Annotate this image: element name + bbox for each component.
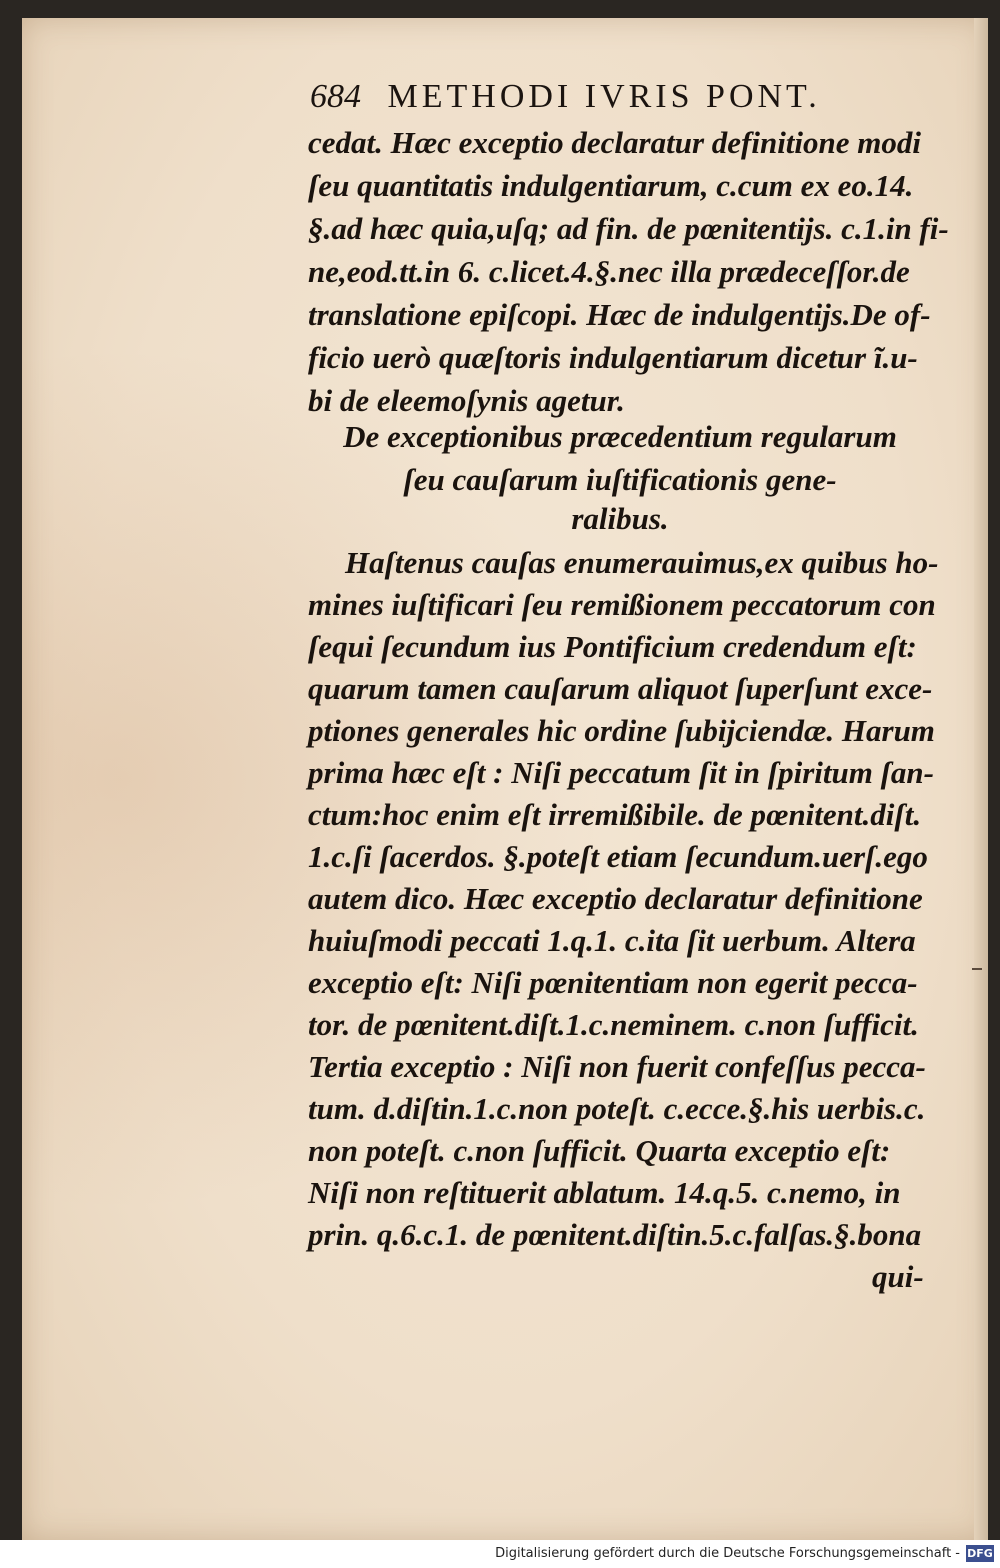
text-line: ne,eod.tt.in 6. c.licet.4.§.nec illa prædeceſſor.de xyxy=(308,254,910,289)
text-line: tum. d.diſtin.1.c.non poteſt. c.ecce.§.his uerbis.c. xyxy=(308,1091,926,1126)
running-header xyxy=(310,78,950,126)
dfg-logo: DFG xyxy=(967,1547,993,1560)
text-line: non poteſt. c.non ſufficit. Quarta exceptio eſt: xyxy=(308,1133,891,1168)
text-line: exceptio eſt: Niſi pœnitentiam non egerit pecca- xyxy=(308,965,918,1000)
funding-credit: Digitalisierung gefördert durch die Deutsche Forschungsgemeinschaft - xyxy=(495,1546,960,1561)
text-line: §.ad hæc quia,uſq; ad fin. de pœnitentijs. c.1.in fi- xyxy=(308,211,949,246)
text-line: ficio uerò quæſtoris indulgentiarum dicetur ĩ.u- xyxy=(308,340,918,375)
text-line: prin. q.6.c.1. de pœnitent.diſtin.5.c.falſas.§.bona xyxy=(308,1217,922,1252)
text-line: ſequi ſecundum ius Pontificium credendum eſt: xyxy=(308,629,917,664)
text-line: huiuſmodi peccati 1.q.1. c.ita ſit uerbum. Altera xyxy=(308,923,916,958)
text-line: ctum:hoc enim eſt irremißibile. de pœnitent.diſt. xyxy=(308,797,922,832)
text-line: cedat. Hæc exceptio declaratur definitione modi xyxy=(308,125,922,160)
section-heading-line: ſeu cauſarum iuſtificationis gene- xyxy=(403,462,837,497)
text-line: ſeu quantitatis indulgentiarum, c.cum ex eo.14. xyxy=(308,168,914,203)
text-line: ptiones generales hic ordine ſubijciendæ. Harum xyxy=(308,713,935,748)
text-line: autem dico. Hæc exceptio declaratur definitione xyxy=(308,881,923,916)
text-line: translatione epiſcopi. Hæc de indulgentijs.De of- xyxy=(308,297,931,332)
page-edge xyxy=(974,18,988,1540)
catchword: qui- xyxy=(872,1259,924,1294)
text-line: quarum tamen cauſarum aliquot ſuperſunt exce- xyxy=(308,671,933,706)
text-line: Tertia exceptio : Niſi non fuerit confeſſus pecca- xyxy=(308,1049,926,1084)
text-line: 1.c.ſi ſacerdos. §.poteſt etiam ſecundum.uerſ.ego xyxy=(308,839,928,874)
text-line: tor. de pœnitent.diſt.1.c.neminem. c.non ſufficit. xyxy=(308,1007,919,1042)
text-line: mines iuſtificari ſeu remißionem peccatorum con xyxy=(308,587,936,622)
running-title: METHODI IVRIS PONT. xyxy=(387,78,821,115)
margin-mark xyxy=(972,968,982,970)
section-heading-line: De exceptionibus præcedentium regularum xyxy=(343,419,897,454)
section-heading-line: ralibus. xyxy=(571,501,669,536)
text-line: prima hæc eſt : Niſi peccatum ſit in ſpiritum ſan- xyxy=(308,755,934,790)
text-line: bi de eleemoſynis agetur. xyxy=(308,383,625,418)
page-number: 684 xyxy=(310,78,361,115)
text-line: Niſi non reſtituerit ablatum. 14.q.5. c.nemo, in xyxy=(308,1175,901,1210)
text-line: Haſtenus cauſas enumerauimus,ex quibus ho- xyxy=(345,545,939,580)
digitization-footer xyxy=(0,1540,1000,1568)
